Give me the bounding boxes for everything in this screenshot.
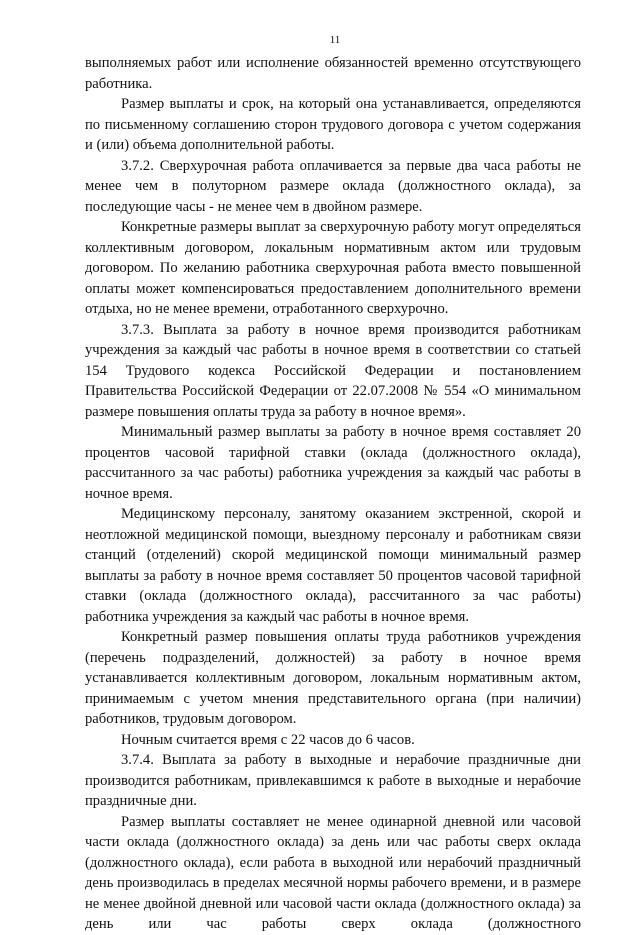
- paragraph-3-7-3: 3.7.3. Выплата за работу в ночное время производится работникам учреждения за каждый час работы в ночное время в соответствии со статьей 154 Трудового кодекса Российской Федерации и постановлением Правительства Российской Федерации от 22.07.2008 № 554 «О минимальном размере повышения оплаты труда за работу в ночное время».: [85, 321, 581, 420]
- paragraph-3-7-4: 3.7.4. Выплата за работу в выходные и нерабочие праздничные дни производится работникам, привлекавшимся к работе в выходные и нерабочие праздничные дни.: [85, 752, 581, 809]
- document-body: [85, 53, 581, 935]
- paragraph-night-minimum: Минимальный размер выплаты за работу в ночное время составляет 20 процентов часовой тарифной ставки (оклада (должностного оклада), рассчитанного за час работы) работника учреждения за каждый час работы в ночное время.: [85, 424, 581, 502]
- paragraph-night-hours: Ночным считается время с 22 часов до 6 часов.: [121, 731, 415, 748]
- page-number: 11: [329, 34, 341, 46]
- paragraph-3-7-2: 3.7.2. Сверхурочная работа оплачивается за первые два часа работы не менее чем в полуторном размере оклада (должностного оклада), за последующие часы - не менее чем в двойном размере.: [85, 157, 581, 215]
- paragraph-payment-amount: Размер выплаты и срок, на который она устанавливается, определяются по письменному соглашению сторон трудового договора с учетом содержания и (или) объема дополнительной работы.: [85, 96, 581, 153]
- paragraph-medical-staff: Медицинскому персоналу, занятому оказанием экстренной, скорой и неотложной медицинской помощи, выездному персоналу и работникам связи станций (отделений) скорой медицинской помощи минимальный размер выплаты за работу в ночное время составляет 50 процентов часовой тарифной ставки (оклада (должностного оклада), рассчитанного за час работы) работника учреждения за каждый час работы в ночное время.: [85, 506, 581, 625]
- paragraph-overtime-amounts: Конкретные размеры выплат за сверхурочную работу могут определяться коллективным договором, локальным нормативным актом или трудовым договором. По желанию работника сверхурочная работа вместо повышенной оплаты может компенсироваться предоставлением дополнительного времени отдыха, но не менее времени, отработанного сверхурочно.: [85, 219, 581, 317]
- paragraph-holiday-amount: Размер выплаты составляет не менее одинарной дневной или часовой части оклада (должностного оклада) за день или час работы сверх оклада (должностного оклада), если работа в выходной или нерабочий праздничный день производилась в пределах месячной нормы рабочего времени, и в размере не менее двойной дневной или часовой части оклада (должностного оклада) за день или час работы сверх оклада (должностного: [85, 813, 581, 932]
- paragraph-night-specific: Конкретный размер повышения оплаты труда работников учреждения (перечень подразделений, должностей) за работу в ночное время устанавливается коллективным договором, локальным нормативным актом, принимаемым с учетом мнения представительного органа (при наличии) работников, трудовым договором.: [85, 629, 581, 727]
- paragraph-continuation: выполняемых работ или исполнение обязанностей временно отсутствующего работника.: [85, 55, 581, 92]
